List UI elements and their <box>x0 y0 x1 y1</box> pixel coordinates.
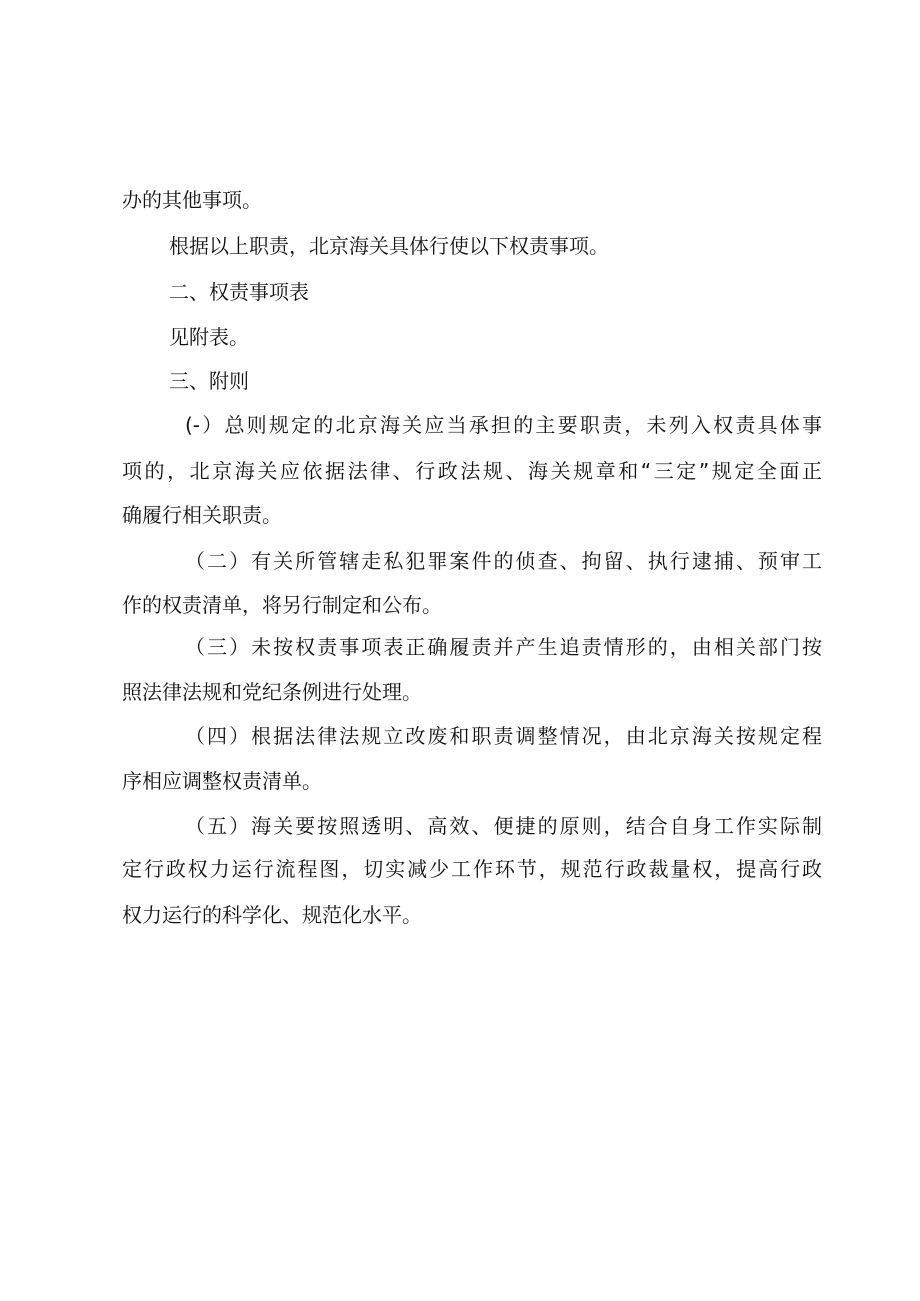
section-heading-3: 三、附则 <box>169 369 249 393</box>
paragraph-authority-intro: 根据以上职责，北京海关具体行使以下权责事项。 <box>169 234 609 258</box>
article-5-line-3: 权力运行的科学化、规范化水平。 <box>122 903 422 927</box>
article-1-line-3: 确履行相关职责。 <box>122 503 282 527</box>
article-1-line-2: 项的，北京海关应依据法律、行政法规、海关规章和“三定”规定全面正 <box>122 459 822 483</box>
article-2-line-2: 作的权责清单，将另行制定和公布。 <box>122 593 442 617</box>
article-3-line-1: （三）未按权责事项表正确履责并产生追责情形的，由相关部门按 <box>185 635 822 659</box>
article-5-line-1: （五）海关要按照透明、高效、便捷的原则，结合自身工作实际制 <box>185 814 822 838</box>
paragraph-continuation-line: 办的其他事项。 <box>122 188 262 212</box>
article-5-line-2: 定行政权力运行流程图，切实减少工作环节，规范行政裁量权，提高行政 <box>122 857 822 881</box>
article-1-line-1: (-）总则规定的北京海关应当承担的主要职责，未列入权责具体事 <box>185 413 822 437</box>
article-4-line-1: （四）根据法律法规立改废和职责调整情况，由北京海关按规定程 <box>185 724 822 748</box>
section-heading-2: 二、权责事项表 <box>169 280 309 304</box>
paragraph-see-attachment: 见附表。 <box>169 325 249 349</box>
article-3-line-2: 照法律法规和党纪条例进行处理。 <box>122 680 422 704</box>
article-2-line-1: （二）有关所管辖走私犯罪案件的侦查、拘留、执行逮捕、预审工 <box>185 549 822 573</box>
article-4-line-2: 序相应调整权责清单。 <box>122 769 322 793</box>
